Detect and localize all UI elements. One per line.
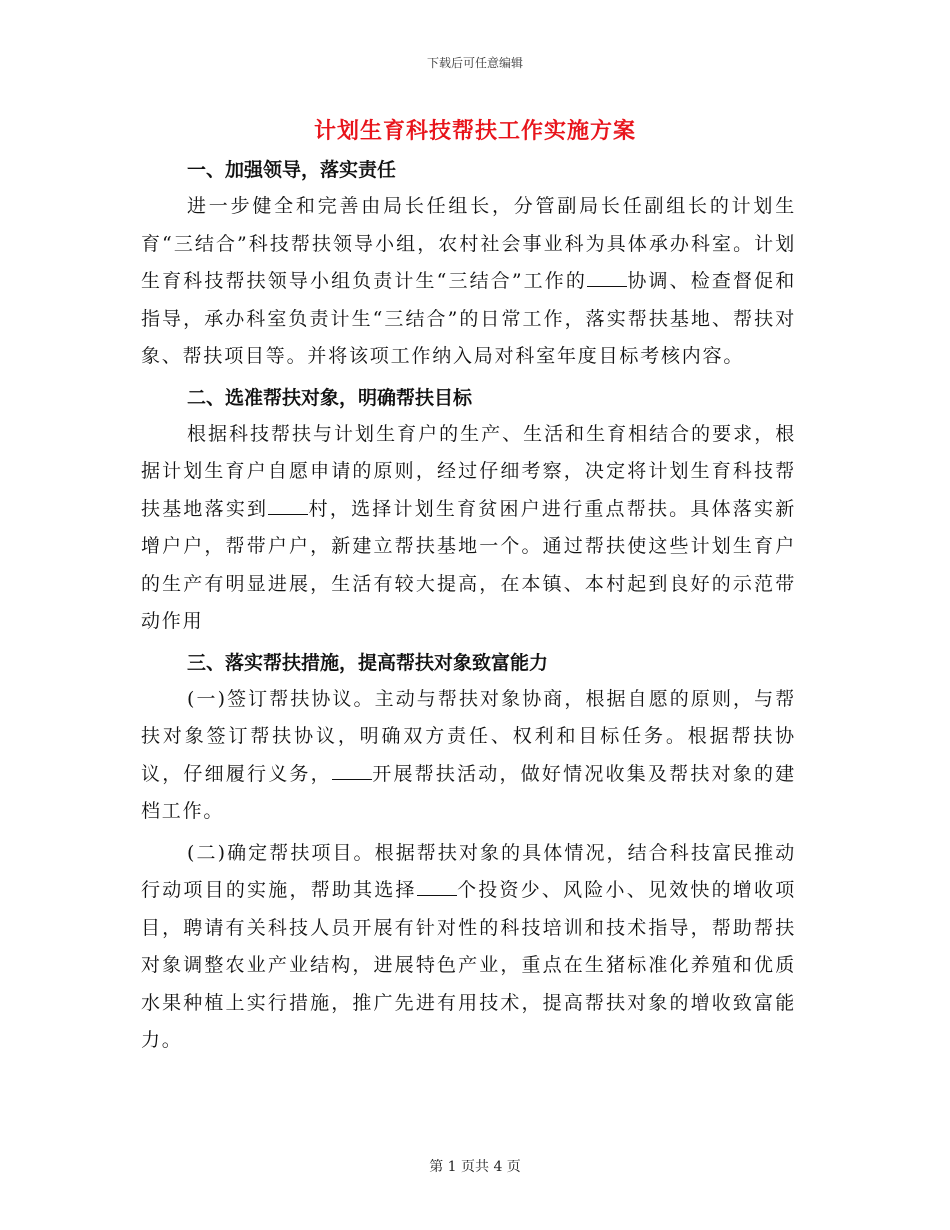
section-heading-1: 一、加强领导，落实责任: [187, 159, 397, 181]
fill-in-blank: [332, 761, 372, 780]
paragraph: 进一步健全和完善由局长任组长，分管副局长任副组长的计划生育“三结合”科技帮扶领导小组，农村社会事业科为具体承办科室。计划生育科技帮扶领导小组负责计生“三结合”工作的 协调、检查督促和指导，承办科室负责计生“三结合”的日常工作，落实帮扶基地、帮扶对象、帮扶项目等。并将该项工作纳入局对科室年度目标考核内容。: [141, 195, 796, 367]
section-heading-3: 三、落实帮扶措施，提高帮扶对象致富能力: [187, 651, 549, 674]
fill-in-blank: [268, 496, 308, 515]
paragraph: 根据科技帮扶与计划生育户的生产、生活和生育相结合的要求，根据计划生育户自愿申请的原则，经过仔细考察，决定将计划生育科技帮扶基地落实到 村，选择计划生育贫困户进行重点帮扶。具体落实新增户户，帮带户户，新建立帮扶基地一个。通过帮扶使这些计划生育户的生产有明显进展，生活有较大提高，在本镇、本村起到良好的示范带动作用: [141, 422, 796, 632]
paragraph: (二)确定帮扶项目。根据帮扶对象的具体情况，结合科技富民推动行动项目的实施，帮助其选择 个投资少、风险小、见效快的增收项目，聘请有关科技人员开展有针对性的科技培训和技术指导，帮助帮扶对象调整农业产业结构，进展特色产业，重点在生猪标准化养殖和优质水果种植上实行措施，推广先进有用技术，提高帮扶对象的增收致富能力。: [141, 841, 796, 1051]
page-number: 第 1 页共 4 页: [429, 1159, 521, 1175]
fill-in-blank: [587, 268, 627, 287]
document-body: [141, 152, 796, 1064]
paragraph: (一)签订帮扶协议。主动与帮扶对象协商，根据自愿的原则，与帮扶对象签订帮扶协议，明确双方责任、权利和目标任务。根据帮扶协议，仔细履行义务， 开展帮扶活动，做好情况收集及帮扶对象的建档工作。: [141, 687, 796, 822]
section-heading-2: 二、选准帮扶对象，明确帮扶目标: [187, 386, 473, 409]
fill-in-blank: [417, 877, 457, 896]
document-title: 计划生育科技帮扶工作实施方案: [313, 118, 636, 144]
header-note: 下载后可任意编辑: [426, 56, 523, 70]
